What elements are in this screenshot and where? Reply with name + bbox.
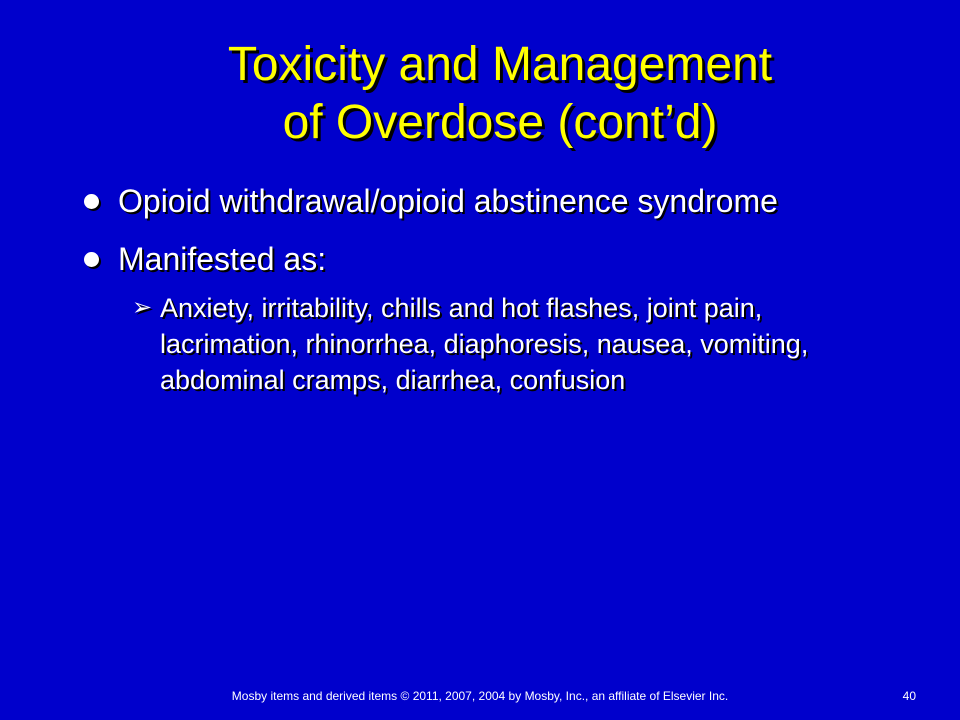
bullet-item-2-text: Manifested as: (118, 241, 327, 277)
slide-title-line-1: Toxicity and Management (227, 38, 773, 91)
slide-title (60, 36, 940, 152)
round-bullet-icon (84, 252, 99, 267)
sub-bullet-item-1-text: Anxiety, irritability, chills and hot flashes, joint pain, lacrimation, rhinorrhea, diaphoresis, nausea, vomiting, abdominal cramps, diarrhea, confusion (160, 293, 809, 395)
slide-number: 40 (902, 689, 916, 703)
bullet-item-2 (80, 240, 900, 278)
arrow-bullet-icon: ➢ (132, 294, 153, 321)
bullet-item-1 (80, 182, 900, 220)
slide-content (80, 182, 900, 398)
slide-title-line-2: of Overdose (cont’d) (282, 96, 718, 149)
bullet-item-1-text: Opioid withdrawal/opioid abstinence syndrome (118, 183, 778, 219)
copyright-footer: Mosby items and derived items © 2011, 2007, 2004 by Mosby, Inc., an affiliate of Elsevier Inc. (231, 689, 729, 703)
round-bullet-icon (84, 194, 99, 209)
sub-bullet-item-1 (132, 290, 900, 398)
